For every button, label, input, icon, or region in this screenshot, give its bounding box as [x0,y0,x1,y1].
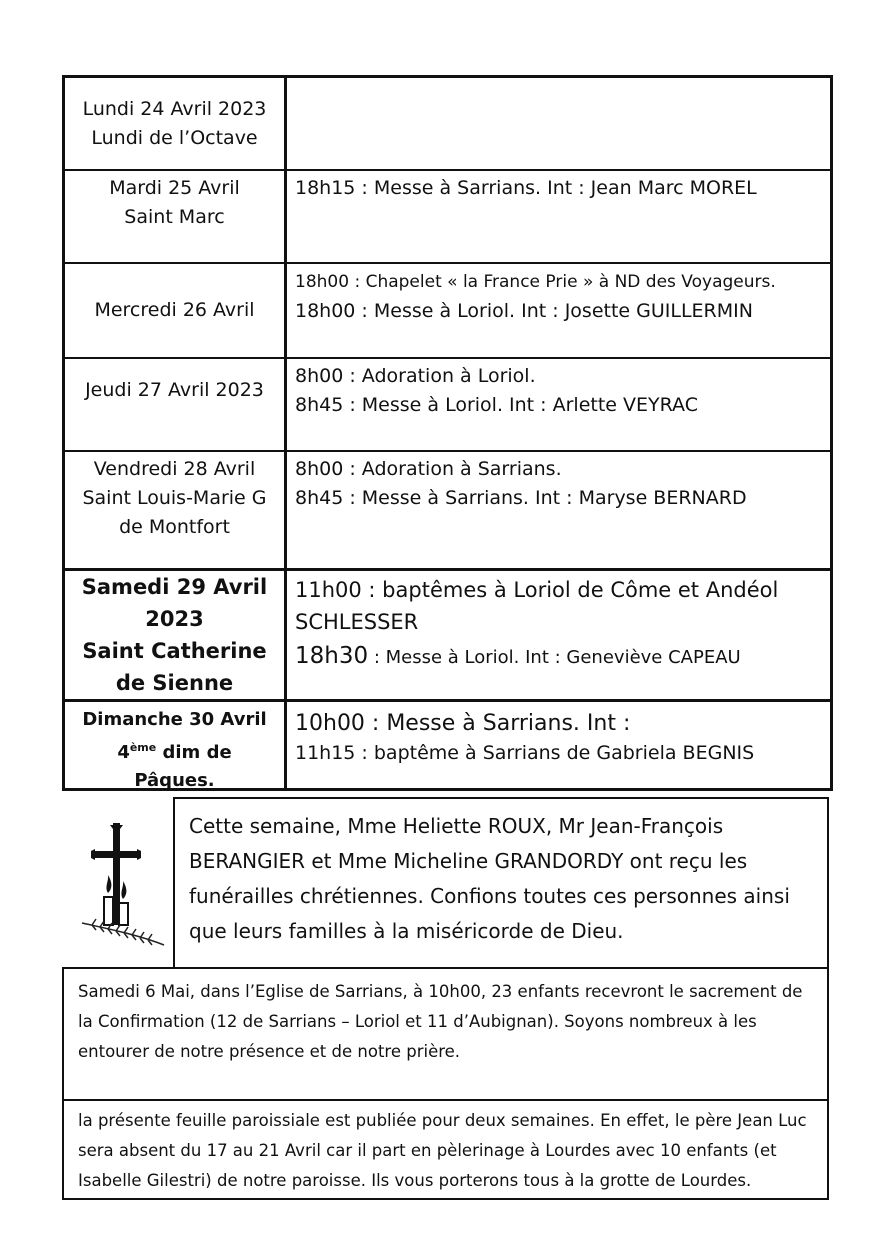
confirmation-notice-text: Samedi 6 Mai, dans l’Eglise de Sarrians, à 10h00, 23 enfants recevront le sacrement de la Confirmation (12 de Sarrians – Loriol et 11 d’Aubignan). Soyons nombreux à les entourer de notre présence et de notre prière. [78,982,803,1061]
funeral-notice-text: Cette semaine, Mme Heliette ROUX, Mr Jean-François BERANGIER et Mme Micheline GRANDORDY ont reçu les funérailles chrétiennes. Confions toutes ces personnes ainsi que leurs familles à la miséricorde de Dieu. [189,814,790,943]
sunday-text: dim de [156,742,232,763]
schedule-row [65,452,830,568]
feast-name: Saint Marc [124,206,225,228]
day-cell [65,264,284,357]
events-cell [295,708,822,768]
feast-name: Lundi de l’Octave [91,126,258,149]
schedule-row [65,171,830,262]
day-cell [65,171,284,262]
day-cell [65,571,284,699]
events-cell [295,574,822,676]
event-line: 18h00 : Messe à Loriol. Int : Josette GUILLERMIN [295,300,753,322]
schedule-row [65,264,830,357]
feast-name: Pâques. [134,770,215,791]
confirmation-notice-box [62,967,829,1101]
cross-with-candles-and-palm-icon [64,805,170,955]
event-text: : Messe à Loriol. Int : Geneviève CAPEAU [368,647,741,668]
publication-notice-box [62,1099,829,1200]
feast-name: de Montfort [119,516,230,538]
schedule-row [65,359,830,450]
day-name: Vendredi 28 Avril [93,458,256,480]
funeral-notice-box [173,797,829,969]
event-time: 18h30 [295,643,369,669]
ordinal-suffix: ème [129,741,157,754]
schedule-row [65,702,830,794]
schedule-row [65,78,830,169]
event-line: 8h00 : Adoration à Sarrians. [295,458,562,480]
day-cell [65,78,284,169]
weekly-schedule-table [62,75,833,791]
day-cell [65,452,284,568]
day-name: Lundi 24 Avril 2023 [82,97,267,120]
event-line: 8h00 : Adoration à Loriol. [295,365,536,387]
event-line: SCHLESSER [295,610,419,634]
day-cell [65,359,284,450]
event-line: 18h00 : Chapelet « la France Prie » à ND des Voyageurs. [295,272,776,292]
event-line: 11h00 : baptêmes à Loriol de Côme et Andéol [295,578,779,602]
day-cell [65,702,284,794]
event-line [295,638,822,676]
feast-name: Saint Louis-Marie G [82,487,267,509]
event-line: 11h15 : baptême à Sarrians de Gabriela BEGNIS [295,742,755,764]
feast-name: Saint Catherine [82,639,267,663]
event-line: 8h45 : Messe à Loriol. Int : Arlette VEYRAC [295,394,698,416]
day-name: Dimanche 30 Avril [82,709,267,730]
sunday-label [117,734,231,767]
events-cell [295,268,822,326]
event-line: 8h45 : Messe à Sarrians. Int : Maryse BERNARD [295,487,747,509]
day-name: Jeudi 27 Avril 2023 [85,379,264,401]
publication-notice-text: la présente feuille paroissiale est publiée pour deux semaines. En effet, le père Jean Luc sera absent du 17 au 21 Avril car il part en pèlerinage à Lourdes avec 10 enfants (et Isabelle Gilestri) de notre paroisse. Ils vous porterons tous à la grotte de Lourdes. [78,1111,807,1190]
feast-name: de Sienne [115,671,234,695]
event-line: 10h00 : Messe à Sarrians. Int : [295,711,631,736]
events-cell [295,455,822,513]
day-name: Mardi 25 Avril [109,177,240,199]
sunday-number: 4 [117,742,130,763]
schedule-row [65,571,830,699]
day-name: Samedi 29 Avril [81,575,268,599]
events-cell [295,174,822,203]
day-year: 2023 [145,607,204,631]
events-cell [295,362,822,420]
event-line: 18h15 : Messe à Sarrians. Int : Jean Marc MOREL [295,177,757,199]
day-name: Mercredi 26 Avril [94,299,255,321]
